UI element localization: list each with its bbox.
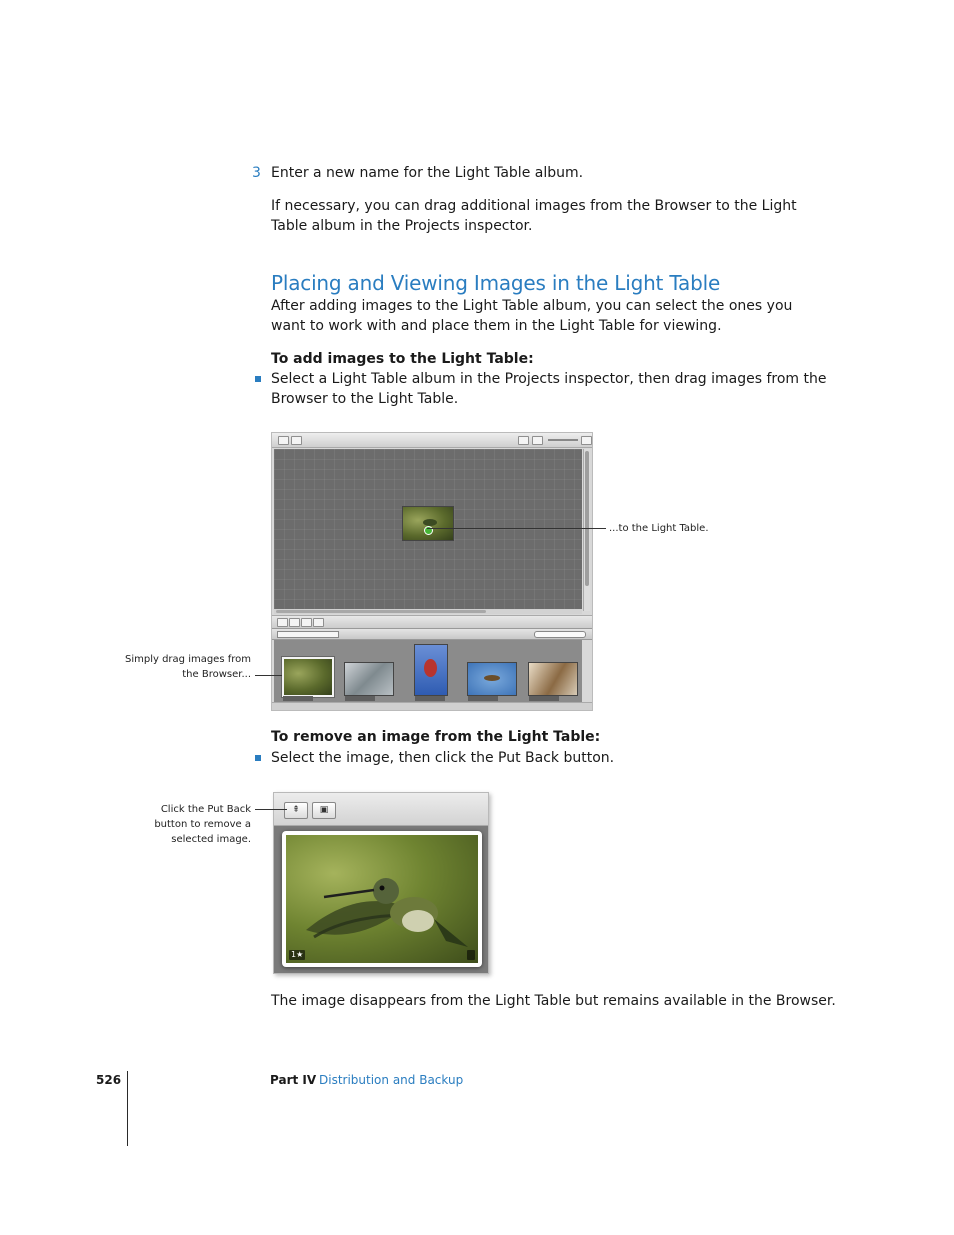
- thumb-caption: [283, 696, 313, 701]
- tool-button: [313, 618, 324, 627]
- section-intro: After adding images to the Light Table album, you can select the ones you want to work with and place them in the Light Table for viewing.: [271, 298, 793, 334]
- horizontal-scrollbar: [274, 609, 582, 614]
- task-remove-heading: To remove an image from the Light Table:: [271, 729, 601, 745]
- task-add-heading: To add images to the Light Table:: [271, 351, 534, 367]
- light-table-canvas: [274, 449, 582, 609]
- scroll-thumb: [585, 451, 589, 586]
- browser-thumb-finch: [414, 644, 448, 696]
- thumb-caption: [415, 696, 445, 701]
- footer-part: Part IV: [270, 1073, 317, 1087]
- light-table-toolbar: [274, 793, 488, 826]
- browser-status-bar: [272, 702, 592, 710]
- section-title: Placing and Viewing Images in the Light Table: [271, 271, 721, 295]
- selected-photo-frame[interactable]: [282, 831, 482, 967]
- toolbar-button: [518, 436, 529, 445]
- browser-thumb-nest: [528, 662, 578, 696]
- footer-rule: [127, 1071, 128, 1146]
- hummingbird-photo: [286, 835, 478, 963]
- tool-button: [277, 618, 288, 627]
- toolbar-button: [291, 436, 302, 445]
- vertical-scrollbar: [583, 449, 590, 611]
- put-back-button[interactable]: [284, 802, 308, 819]
- browser-thumb-branch: [344, 662, 394, 696]
- task-remove-bullet: Select the image, then click the Put Back button.: [271, 750, 615, 766]
- callout-leader-line: [255, 809, 287, 810]
- paragraph-drag-additional: If necessary, you can drag additional images from the Browser to the Light Table album in the Projects inspector.: [271, 198, 797, 234]
- browser-thumb-bird-sky: [467, 662, 517, 696]
- callout-put-back: Click the Put Back button to remove a selected image.: [154, 804, 251, 845]
- task-add-bullet: Select a Light Table album in the Projects inspector, then drag images from the Browser to the Light Table.: [271, 371, 827, 407]
- closing-paragraph: The image disappears from the Light Table but remains available in the Browser.: [271, 993, 836, 1009]
- bird-shape: [484, 675, 500, 681]
- step-number: 3: [252, 165, 261, 181]
- rating-star-icon: 1★: [291, 950, 304, 959]
- thumb-caption: [529, 696, 559, 701]
- hummingbird-shape: [423, 519, 437, 526]
- bullet-square-icon: [255, 755, 261, 761]
- put-back-icon: ⇞: [292, 805, 300, 815]
- thumb-caption: [345, 696, 375, 701]
- footer-chapter-link[interactable]: Distribution and Backup: [319, 1073, 464, 1087]
- callout-drag-from-browser: Simply drag images from the Browser...: [124, 654, 251, 680]
- callout-leader-line: [255, 675, 282, 676]
- put-back-screenshot: [273, 792, 489, 974]
- browser-thumb-hummingbird: [282, 657, 334, 697]
- callout-leader-line: [427, 528, 606, 529]
- tool-button: [301, 618, 312, 627]
- dragged-image: [402, 506, 454, 541]
- browser-toolbar: [272, 629, 592, 640]
- toolbar-button: [581, 436, 592, 445]
- scroll-thumb: [276, 610, 486, 613]
- sort-popup: [277, 631, 339, 638]
- light-table-toolbar: [272, 433, 592, 448]
- bullet-square-icon: [255, 376, 261, 382]
- toolbar-button: [532, 436, 543, 445]
- light-table-canvas: [274, 826, 488, 973]
- light-table-bottom-bar: [272, 615, 592, 629]
- hummingbird-illustration: [286, 835, 478, 963]
- badge-icon: [467, 950, 475, 960]
- tool-button: [289, 618, 300, 627]
- toolbar-button: [278, 436, 289, 445]
- zoom-slider: [548, 439, 578, 441]
- thumb-caption: [468, 696, 498, 701]
- page-number: 526: [96, 1073, 122, 1087]
- step-text: Enter a new name for the Light Table album.: [271, 165, 584, 181]
- callout-to-light-table: ...to the Light Table.: [609, 523, 709, 534]
- finch-shape: [424, 659, 437, 677]
- search-field: [534, 631, 586, 638]
- camera-icon: ▣: [319, 805, 329, 815]
- light-table-screenshot: [271, 432, 593, 711]
- browser-pane: [274, 640, 582, 702]
- camera-button[interactable]: [312, 802, 336, 819]
